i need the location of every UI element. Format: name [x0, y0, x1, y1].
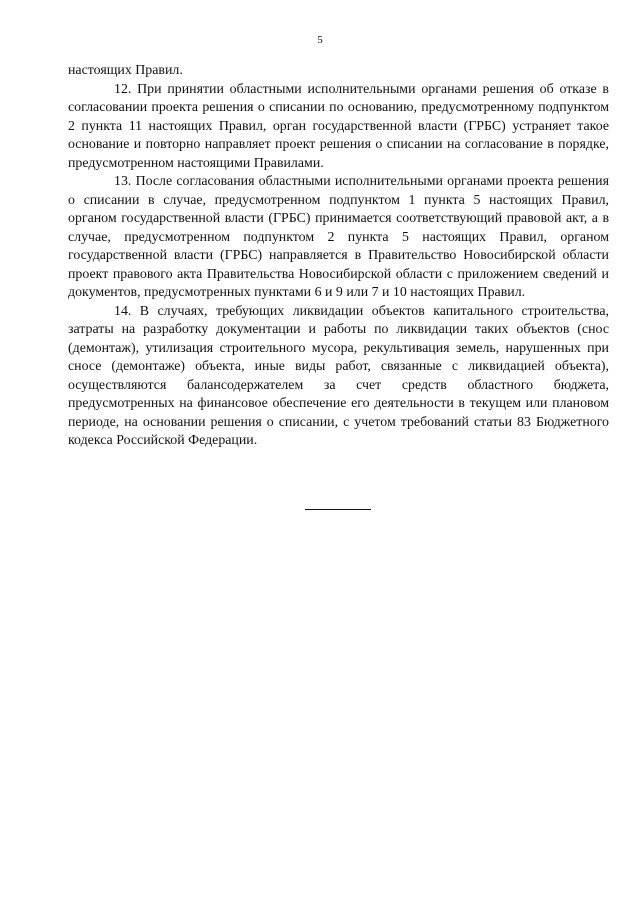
document-body [68, 62, 609, 451]
paragraph-13: 13. После согласования областными исполнительными органами проекта решения о списании в случае, предусмотренном подпунктом 1 пункта 5 настоящих Правил, органом государственной власти (ГРБС) принимается соответствующий правовой акт, а в случае, предусмотренном подпунктом 2 пункта 5 настоящих Правил, органом государственной власти (ГРБС) направляется в Правительство Новосибирской области проект правового акта Правительства Новосибирской области с приложением сведений и документов, предусмотренных пунктами 6 и 9 или 7 и 10 настоящих Правил. [68, 174, 609, 300]
page-number: 5 [317, 34, 323, 46]
paragraph-continuation: настоящих Правил. [68, 63, 183, 78]
end-of-document-rule [305, 509, 371, 510]
paragraph-12: 12. При принятии областными исполнительными органами решения об отказе в согласовании проекта решения о списании по основанию, предусмотренному подпунктом 2 пункта 11 настоящих Правил, орган государственной власти (ГРБС) устраняет такое основание и повторно направляет проект решения о списании на согласование в порядке, предусмотренном настоящими Правилами. [68, 81, 609, 171]
paragraph-14: 14. В случаях, требующих ликвидации объектов капитального строительства, затраты на разработку документации и работы по ликвидации таких объектов (снос (демонтаж), утилизация строительного мусора, рекультивация земель, нарушенных при сносе (демонтаже) объекта, иные виды работ, связанные с ликвидацией объекта), осуществляются балансодержателем за счет средств областного бюджета, предусмотренных на финансовое обеспечение его деятельности в текущем или плановом периоде, на основании решения о списании, с учетом требований статьи 83 Бюджетного кодекса Российской Федерации. [68, 303, 609, 448]
